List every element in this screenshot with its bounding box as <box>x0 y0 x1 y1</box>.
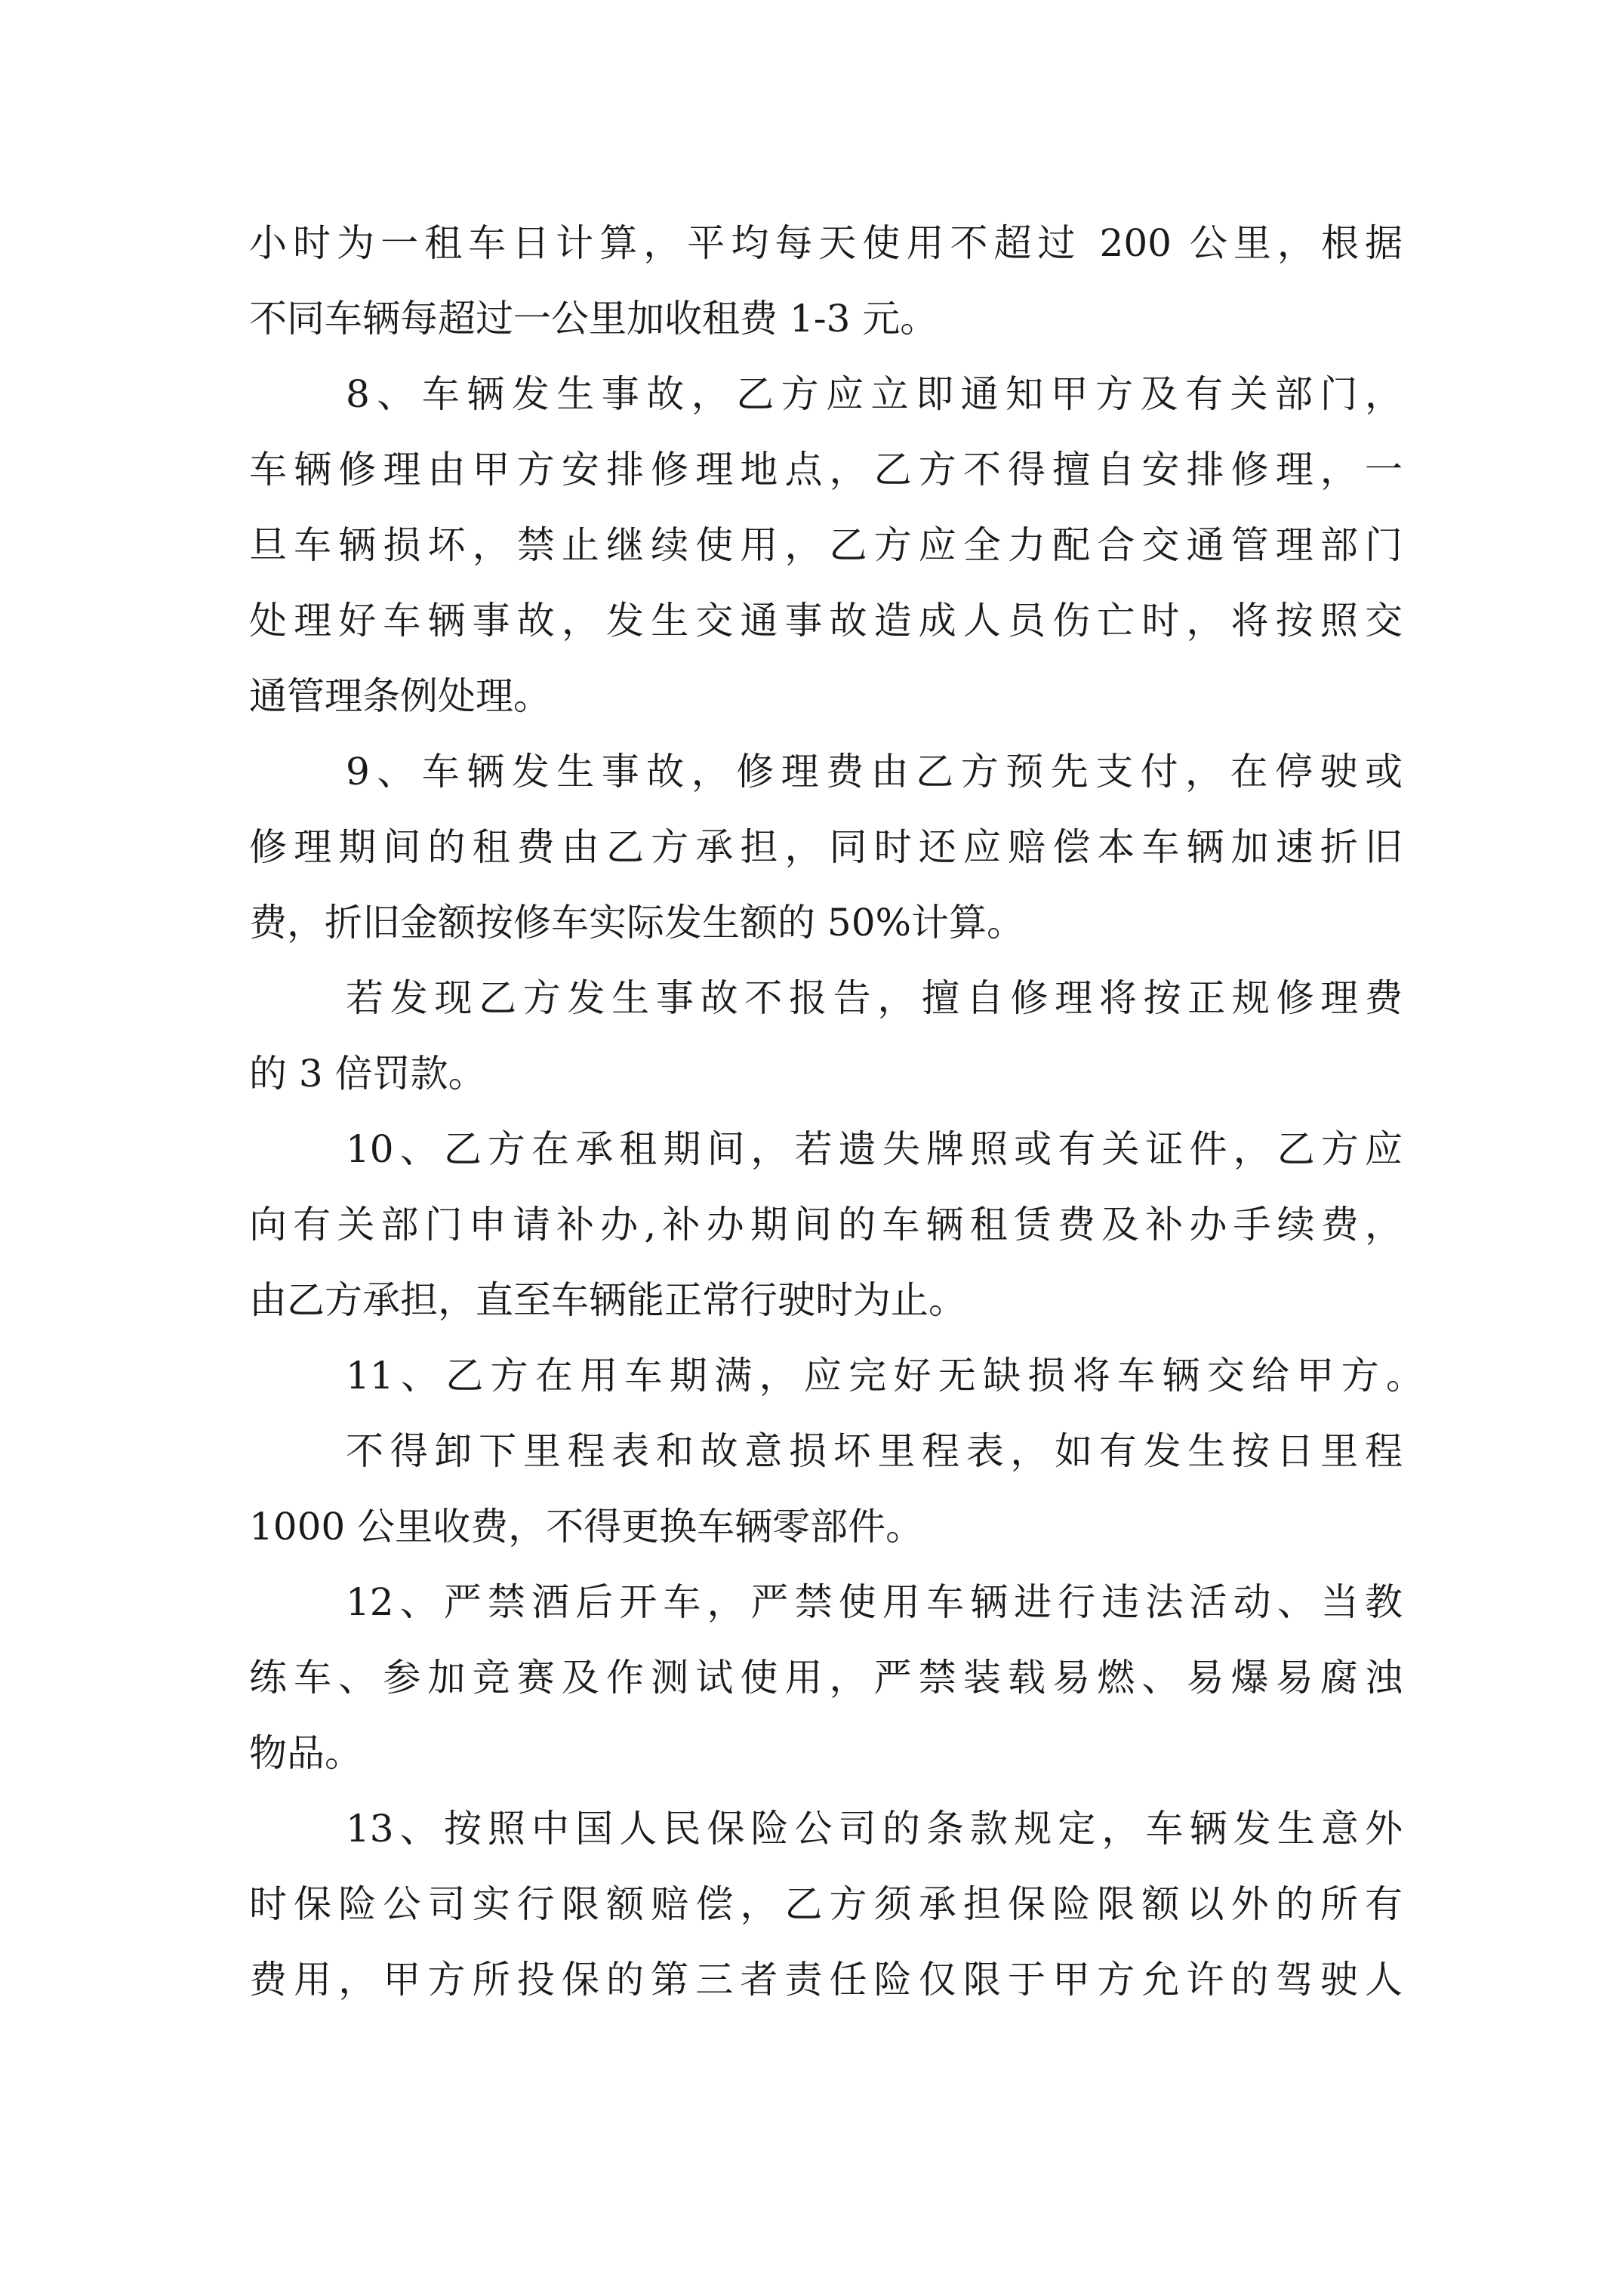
text-line-18: 1000 公里收费，不得更换车辆零部件。 <box>249 1505 924 1549</box>
text-line-11: 若发现乙方发生事故不报告，擅自修理将按正规修理费 <box>346 976 1403 1020</box>
text-line-9: 修理期间的租费由乙方承担，同时还应赔偿本车辆加速折旧 <box>249 825 1403 869</box>
text-line-13: 10、乙方在承租期间，若遗失牌照或有关证件，乙方应 <box>346 1127 1403 1171</box>
text-line-10: 费，折旧金额按修车实际发生额的 50%计算。 <box>249 901 1025 945</box>
text-line-20: 练车、参加竞赛及作测试使用，严禁装载易燃、易爆易腐浊 <box>249 1656 1403 1700</box>
text-line-14: 向有关部门申请补办,补办期间的车辆租赁费及补办手续费， <box>249 1203 1403 1247</box>
text-line-16: 11、乙方在用车期满，应完好无缺损将车辆交给甲方。 <box>346 1354 1424 1398</box>
text-line-1: 小时为一租车日计算，平均每天使用不超过 200 公里，根据 <box>249 221 1403 265</box>
text-line-2: 不同车辆每超过一公里加收租费 1-3 元。 <box>249 297 938 341</box>
text-line-8: 9、车辆发生事故，修理费由乙方预先支付，在停驶或 <box>346 750 1403 794</box>
text-line-6: 处理好车辆事故，发生交通事故造成人员伤亡时，将按照交 <box>249 599 1403 643</box>
text-line-22: 13、按照中国人民保险公司的条款规定，车辆发生意外 <box>346 1807 1403 1851</box>
text-line-21: 物品。 <box>249 1731 362 1775</box>
text-line-5: 旦车辆损坏，禁止继续使用，乙方应全力配合交通管理部门 <box>249 523 1403 567</box>
text-line-15: 由乙方承担，直至车辆能正常行驶时为止。 <box>249 1278 966 1322</box>
text-line-23: 时保险公司实行限额赔偿，乙方须承担保险限额以外的所有 <box>249 1882 1403 1926</box>
text-line-17: 不得卸下里程表和故意损坏里程表，如有发生按日里程 <box>346 1429 1403 1473</box>
text-line-12: 的 3 倍罚款。 <box>249 1052 486 1096</box>
text-line-7: 通管理条例处理。 <box>249 674 551 718</box>
text-line-4: 车辆修理由甲方安排修理地点，乙方不得擅自安排修理，一 <box>249 448 1403 492</box>
text-line-24: 费用，甲方所投保的第三者责任险仅限于甲方允许的驾驶人 <box>249 1958 1403 2002</box>
text-line-3: 8、车辆发生事故，乙方应立即通知甲方及有关部门， <box>346 372 1403 416</box>
text-line-19: 12、严禁酒后开车，严禁使用车辆进行违法活动、当教 <box>346 1580 1403 1624</box>
